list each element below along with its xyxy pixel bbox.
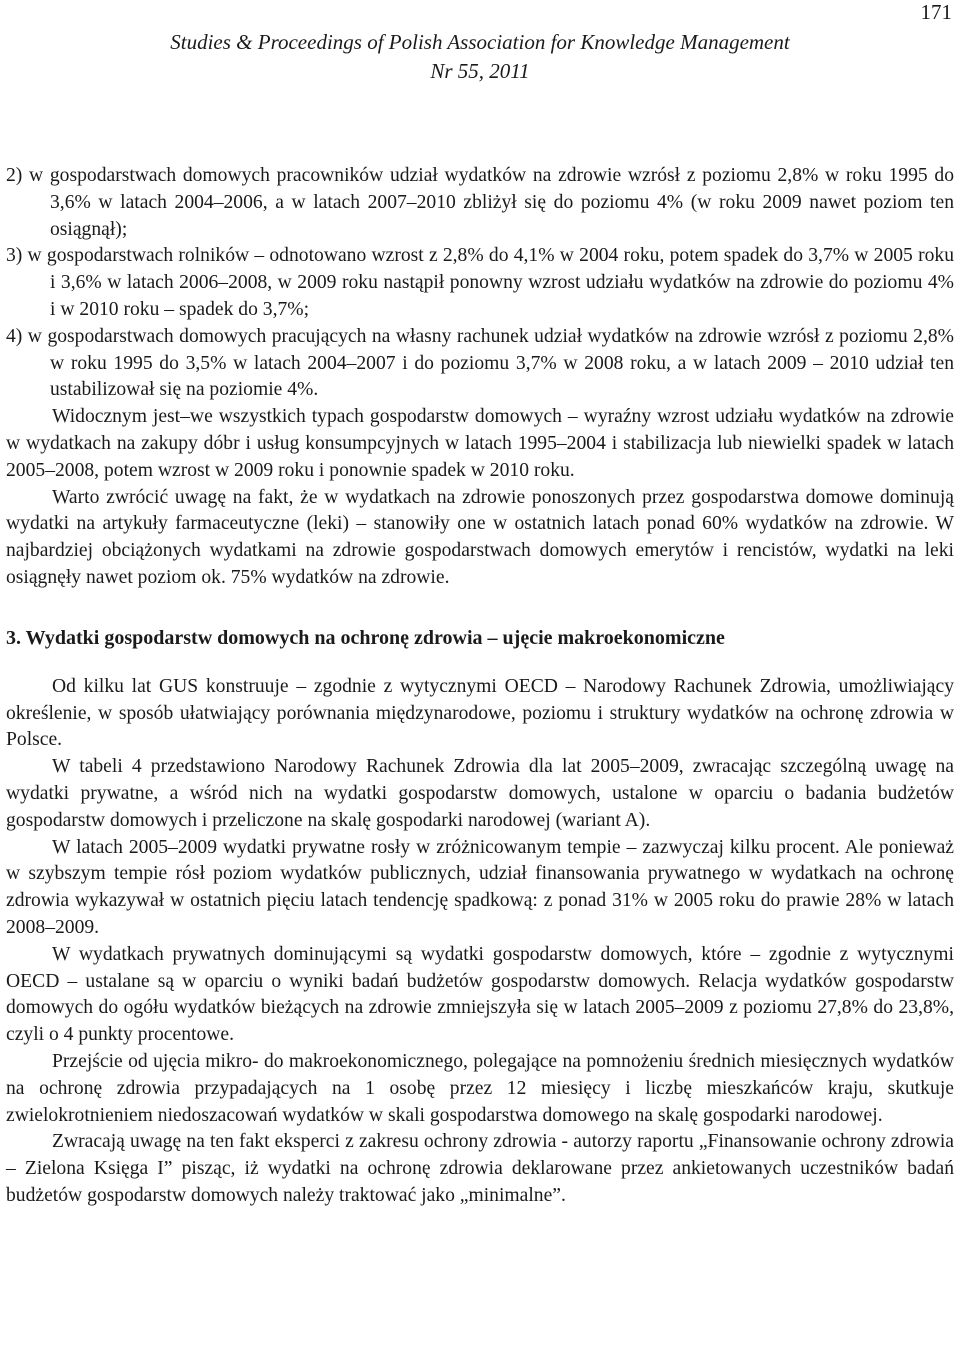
paragraph: Przejście od ujęcia mikro- do makroekonomicznego, polegające na pomnożeniu średnich miesięcznych wydatków na ochronę zdrowia przypadających na 1 osobę przez 12 miesięcy i liczbę mieszkańców kraju, skutkuje zwielokrotnieniem niedoszacowań wydatków w skali gospodarstwa domowego na skalę gospodarki narodowej. [6, 1050, 954, 1126]
section-heading: 3. Wydatki gospodarstw domowych na ochronę zdrowia – ujęcie makroekonomiczne [6, 626, 725, 649]
paragraph: Widocznym jest–we wszystkich typach gospodarstw domowych – wyraźny wzrost udziału wydatków na zdrowie w wydatkach na zakupy dóbr i usług konsumpcyjnych w latach 1995–2004 i stabilizacja lub niewielki spadek w latach 2005–2008, potem wzrost w 2009 roku i ponownie spadek w 2010 roku. [6, 406, 954, 481]
list-item: 3) w gospodarstwach rolników – odnotowano wzrost z 2,8% do 4,1% w 2004 roku, potem spadek do 3,7% w 2005 roku i 3,6% w latach 2006–2008, w 2009 roku nastąpił ponowny wzrost udziału wydatków na zdrowie do poziomu 4% i w 2010 roku – spadek do 3,7%; [6, 245, 954, 320]
running-header [0, 28, 960, 86]
paragraph: W tabeli 4 przedstawiono Narodowy Rachunek Zdrowia dla lat 2005–2009, zwracając szczególną uwagę na wydatki prywatne, a wśród nich na wydatki gospodarstw domowych, ustalone w oparciu o badania budżetów gospodarstw domowych i przeliczone na skalę gospodarki narodowej (wariant A). [6, 756, 954, 831]
paragraph: W latach 2005–2009 wydatki prywatne rosły w zróżnicowanym tempie – zazwyczaj kilku procent. Ale ponieważ w szybszym tempie rósł poziom wydatków publicznych, udział finansowania prywatnego w wydatkach na ochronę zdrowia wykazywał w ostatnich pięciu latach tendencję spadkową: z ponad 31% w 2005 roku do prawie 28% w latach 2008–2009. [6, 836, 954, 938]
list-item: 4) w gospodarstwach domowych pracujących na własny rachunek udział wydatków na zdrowie wzrósł z poziomu 2,8% w roku 1995 do 3,5% w latach 2004–2007 i do poziomu 3,7% w 2008 roku, a w latach 2009 – 2010 udział ten ustabilizował się na poziomie 4%. [6, 325, 954, 401]
journal-issue: Nr 55, 2011 [430, 59, 530, 83]
article-body [6, 163, 954, 1210]
page-number: 171 [920, 0, 952, 24]
paragraph: Warto zwrócić uwagę na fakt, że w wydatkach na zdrowie ponoszonych przez gospodarstwa domowe dominują wydatki na artykuły farmaceutyczne (leki) – stanowiły one w ostatnich latach ponad 60% wydatków na zdrowie. W najbardziej obciążonych wydatkami na zdrowie gospodarstwach domowych emerytów i rencistów, wydatki na leki osiągnęły nawet poziom ok. 75% wydatków na zdrowie. [6, 486, 954, 588]
paragraph: W wydatkach prywatnych dominującymi są wydatki gospodarstw domowych, które – zgodnie z wytycznymi OECD – ustalane są w oparciu o wyniki badań budżetów gospodarstw domowych. Relacja wydatków gospodarstw domowych do ogółu wydatków bieżących na zdrowie zmniejszyła się w latach 2005–2009 z poziomu 27,8% do 23,8%, czyli o 4 punkty procentowe. [6, 943, 954, 1046]
journal-title: Studies & Proceedings of Polish Association for Knowledge Management [170, 30, 790, 54]
paragraph: Zwracają uwagę na ten fakt eksperci z zakresu ochrony zdrowia - autorzy raportu „Finansowanie ochrony zdrowia – Zielona Księga I” pisząc, iż wydatki na ochronę zdrowia deklarowane przez ankietowanych uczestników badań budżetów gospodarstw domowych należy traktować jako „minimalne”. [6, 1131, 954, 1206]
list-item: 2) w gospodarstwach domowych pracowników udział wydatków na zdrowie wzrósł z poziomu 2,8% w roku 1995 do 3,6% w latach 2004–2006, a w latach 2007–2010 zbliżył się do poziomu 4% (w roku 2009 nawet poziom ten osiągnął); [6, 165, 954, 240]
paragraph: Od kilku lat GUS konstruuje – zgodnie z wytycznymi OECD – Narodowy Rachunek Zdrowia, umożliwiający określenie, w sposób ułatwiający porównania międzynarodowe, poziomu i struktury wydatków na ochronę zdrowia w Polsce. [6, 675, 954, 751]
